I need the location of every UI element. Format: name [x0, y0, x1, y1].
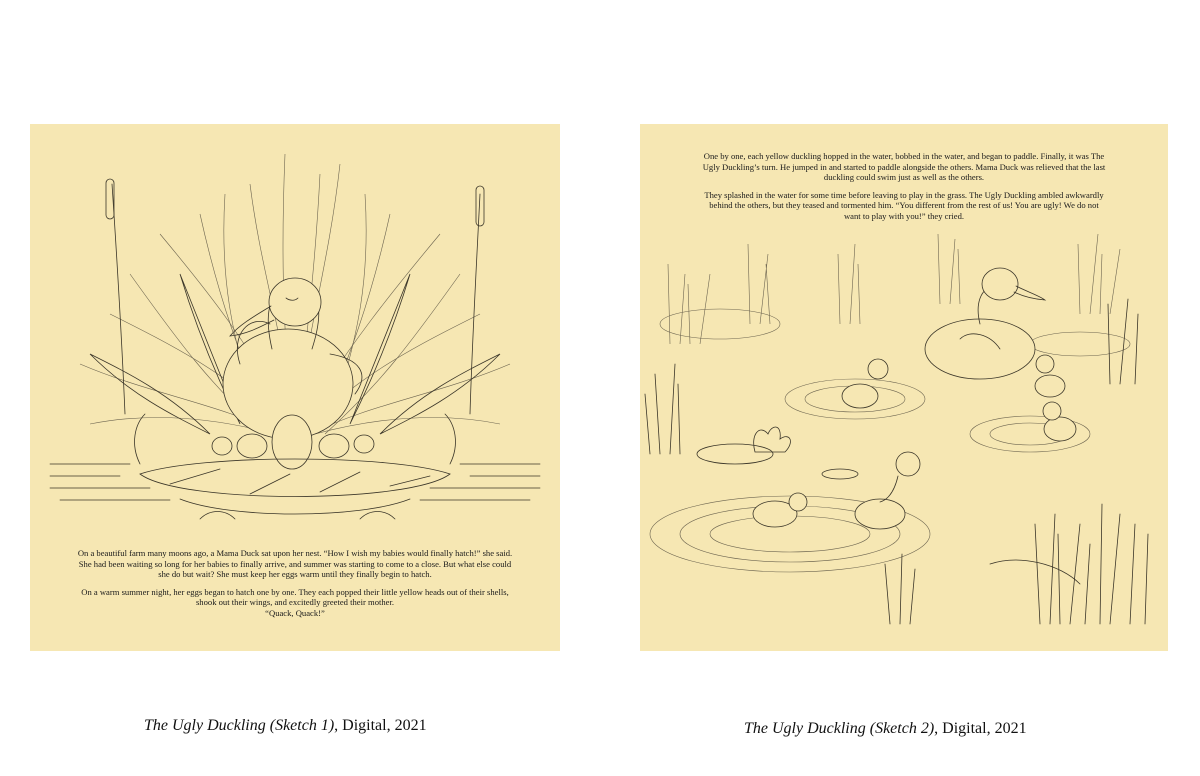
story-paragraph: On a warm summer night, her eggs began to hatch one by one. They each popped their little yellow heads out of their shells, shook out their wings, and excitedly greeted their mother.	[81, 586, 509, 608]
story-text-1	[72, 548, 518, 626]
caption-title: The Ugly Duckling (Sketch 1)	[144, 717, 335, 734]
illustration-panel-2	[640, 124, 1168, 651]
caption-1	[144, 717, 427, 735]
story-text-2	[702, 151, 1106, 229]
story-paragraph: They splashed in the water for some time before leaving to play in the grass. The Ugly Duckling ambled awkwardly behind the others, but they teased and tormented him. “You different from the rest of us! You are ugly! We do not want to play with you!” they cried.	[704, 189, 1104, 221]
caption-meta: , Digital, 2021	[934, 720, 1027, 737]
story-paragraph: “Quack, Quack!”	[265, 607, 325, 618]
caption-2	[744, 720, 1027, 738]
illustration-panel-1	[30, 124, 560, 651]
story-paragraph: On a beautiful farm many moons ago, a Mama Duck sat upon her nest. “How I wish my babies would finally hatch!” she said. She had been waiting so long for her babies to finally arrive, and summer was starting to come to a close. But what else could she do but wait? She must keep her eggs warm until they finally begin to hatch.	[77, 548, 513, 580]
caption-meta: , Digital, 2021	[334, 717, 427, 734]
story-paragraph: One by one, each yellow duckling hopped in the water, bobbed in the water, and began to paddle. Finally, it was The Ugly Duckling’s turn. He jumped in and started to paddle alongside the others. Mama Duck was relieved that the last duckling could swim just as well as the others.	[702, 151, 1106, 183]
caption-title: The Ugly Duckling (Sketch 2)	[744, 720, 935, 737]
